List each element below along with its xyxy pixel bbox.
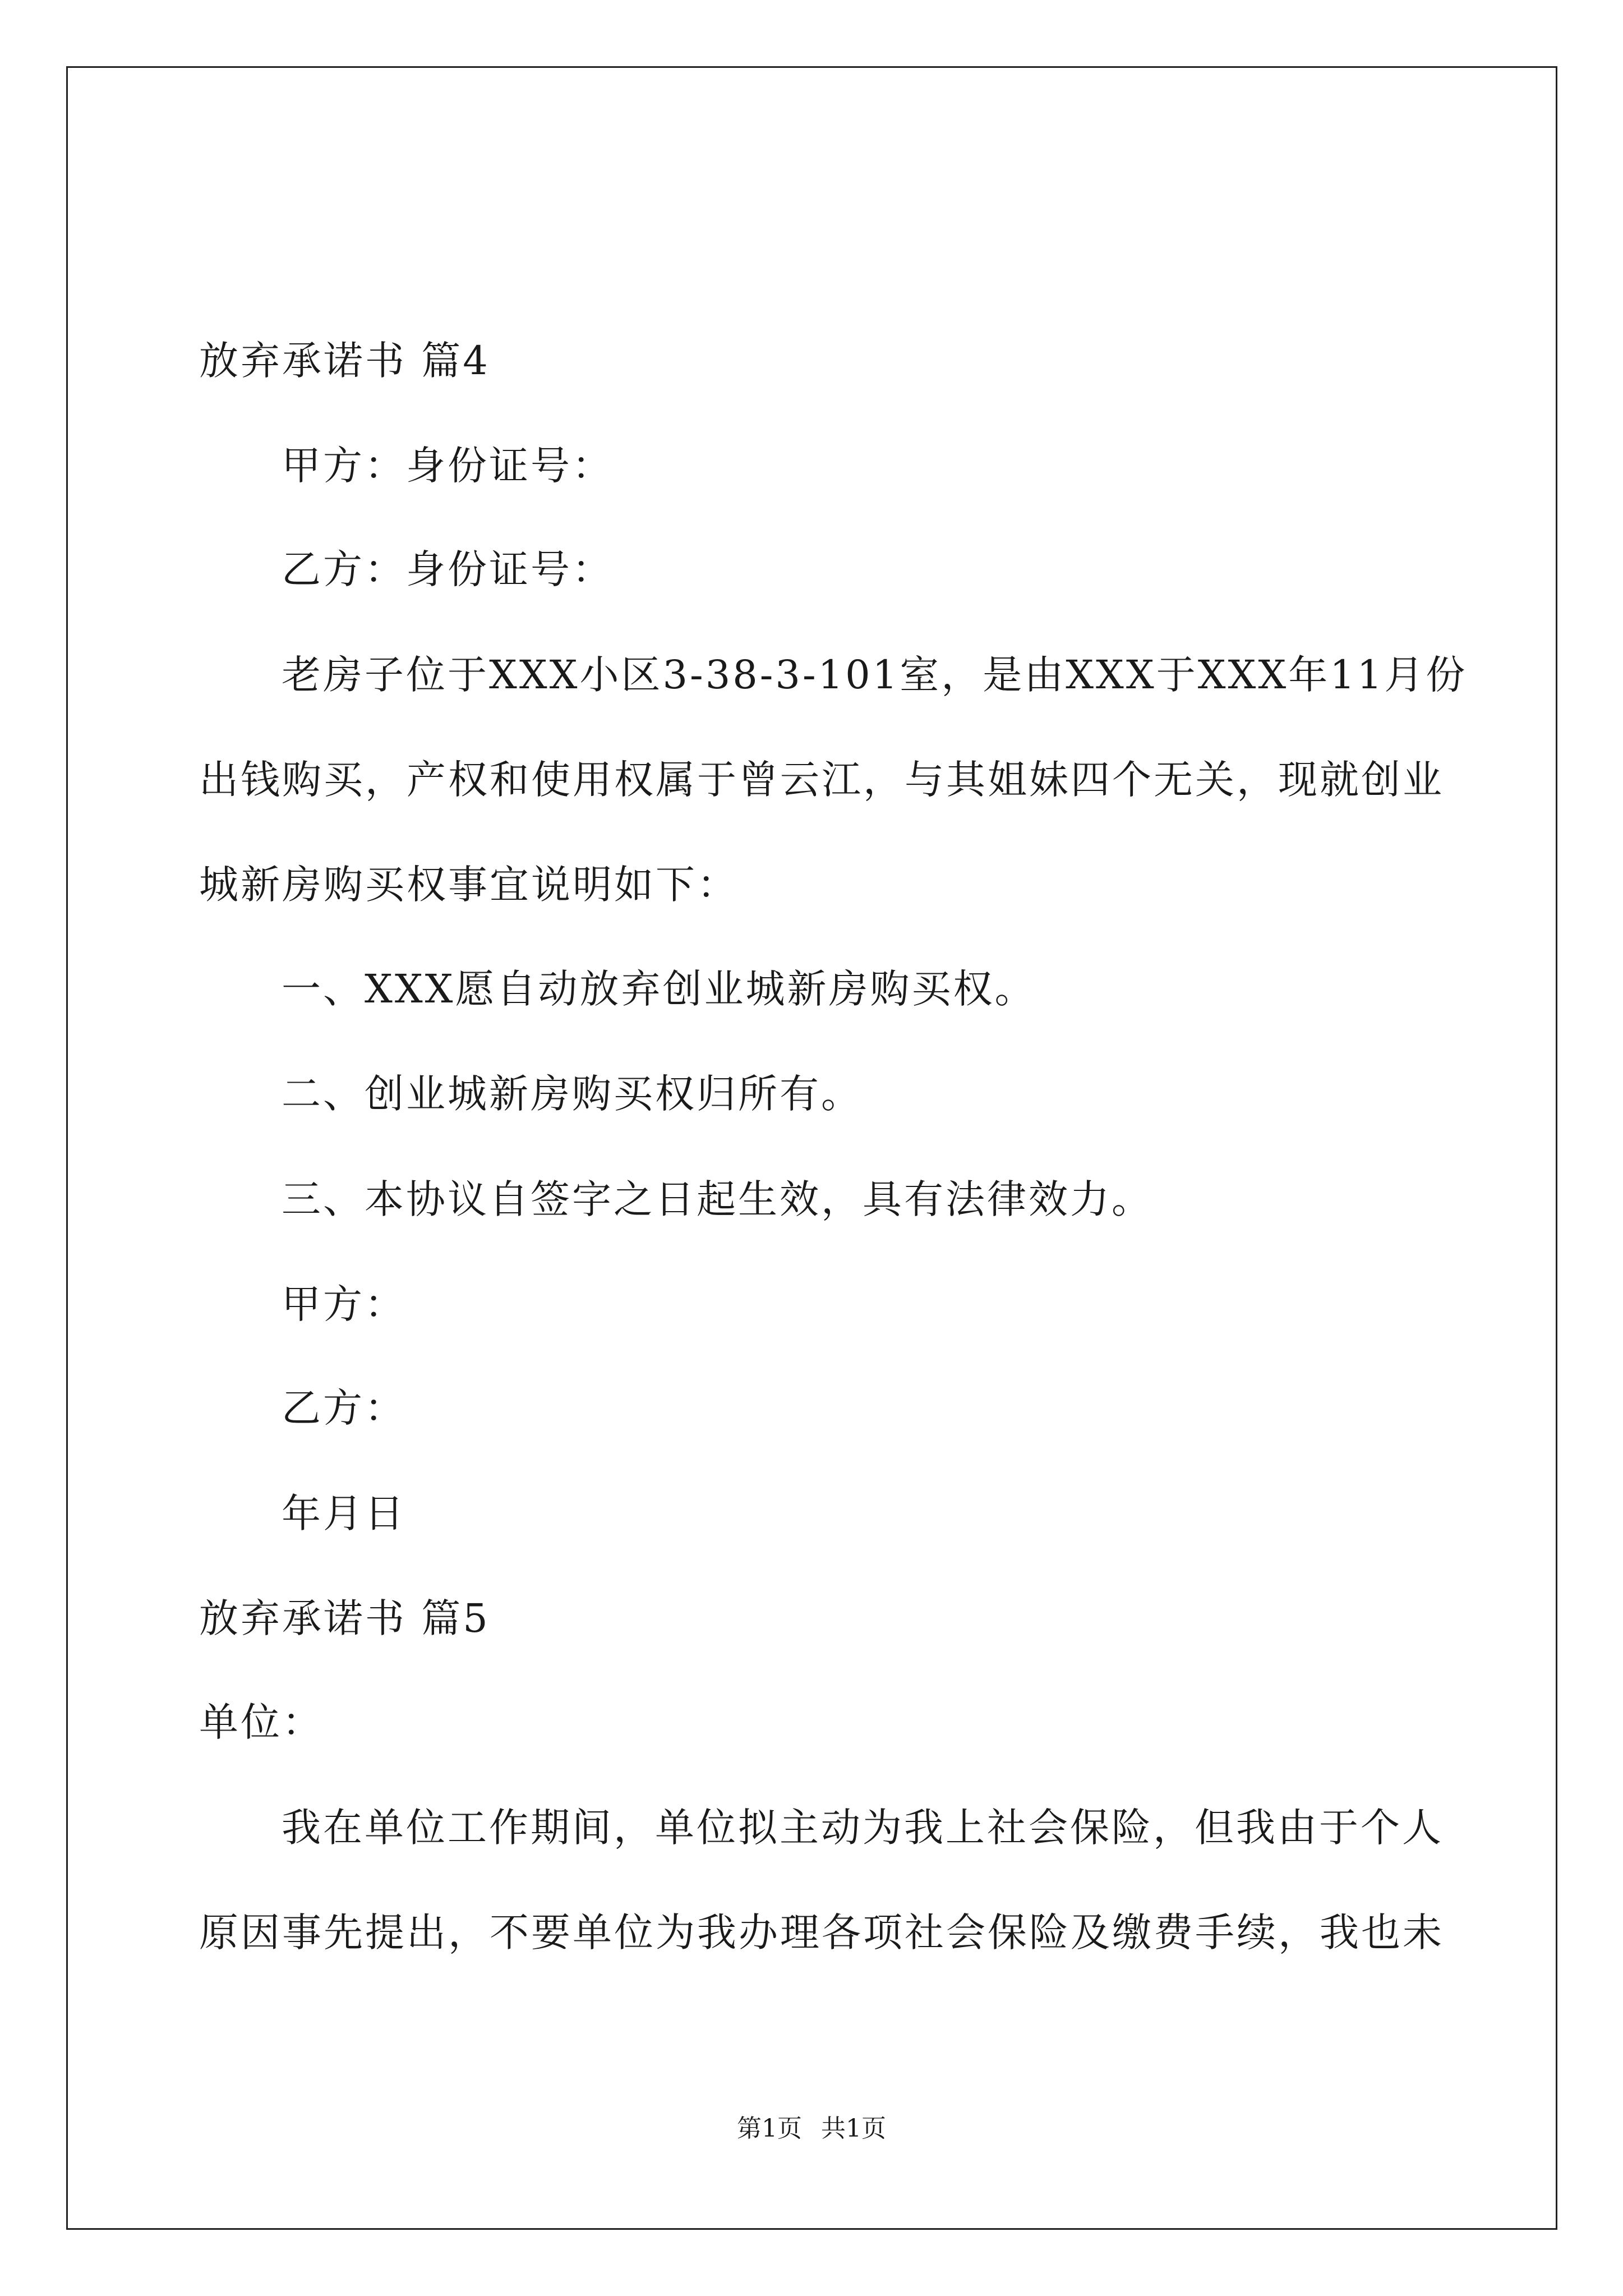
section-4-paragraph-line-1: 老房子位于XXX小区3-38-3-101室，是由XXX于XXX年11月份: [282, 652, 1468, 698]
section-4-paragraph-line-2: 出钱购买，产权和使用权属于曾云江，与其姐妹四个无关，现就创业: [199, 757, 1444, 803]
section-4-paragraph-line-3: 城新房购买权事宜说明如下：: [199, 862, 739, 908]
section-5-paragraph-line-2: 原因事先提出，不要单位为我办理各项社会保险及缴费手续，我也未: [199, 1910, 1444, 1955]
signature-party-a: 甲方：: [282, 1281, 406, 1327]
section-5-paragraph-line-1: 我在单位工作期间，单位拟主动为我上社会保险，但我由于个人: [282, 1805, 1444, 1851]
section-5-heading: 放弃承诺书 篇5: [199, 1595, 490, 1641]
signature-party-b: 乙方：: [282, 1385, 406, 1431]
clause-1: 一、XXX愿自动放弃创业城新房购买权。: [282, 966, 1036, 1012]
party-b-id-line: 乙方：身份证号：: [282, 546, 614, 592]
clause-3: 三、本协议自签字之日起生效，具有法律效力。: [282, 1176, 1153, 1222]
page-border: [66, 66, 1557, 2230]
section-4-heading: 放弃承诺书 篇4: [199, 338, 490, 384]
signature-date: 年月日: [282, 1490, 406, 1536]
page-footer: [0, 2112, 1623, 2146]
clause-2: 二、创业城新房购买权归所有。: [282, 1071, 863, 1117]
unit-line: 单位：: [199, 1699, 324, 1745]
page-total: 共1页: [821, 2114, 886, 2143]
page-number: 第1页: [737, 2114, 802, 2143]
party-a-id-line: 甲方：身份证号：: [282, 443, 614, 489]
